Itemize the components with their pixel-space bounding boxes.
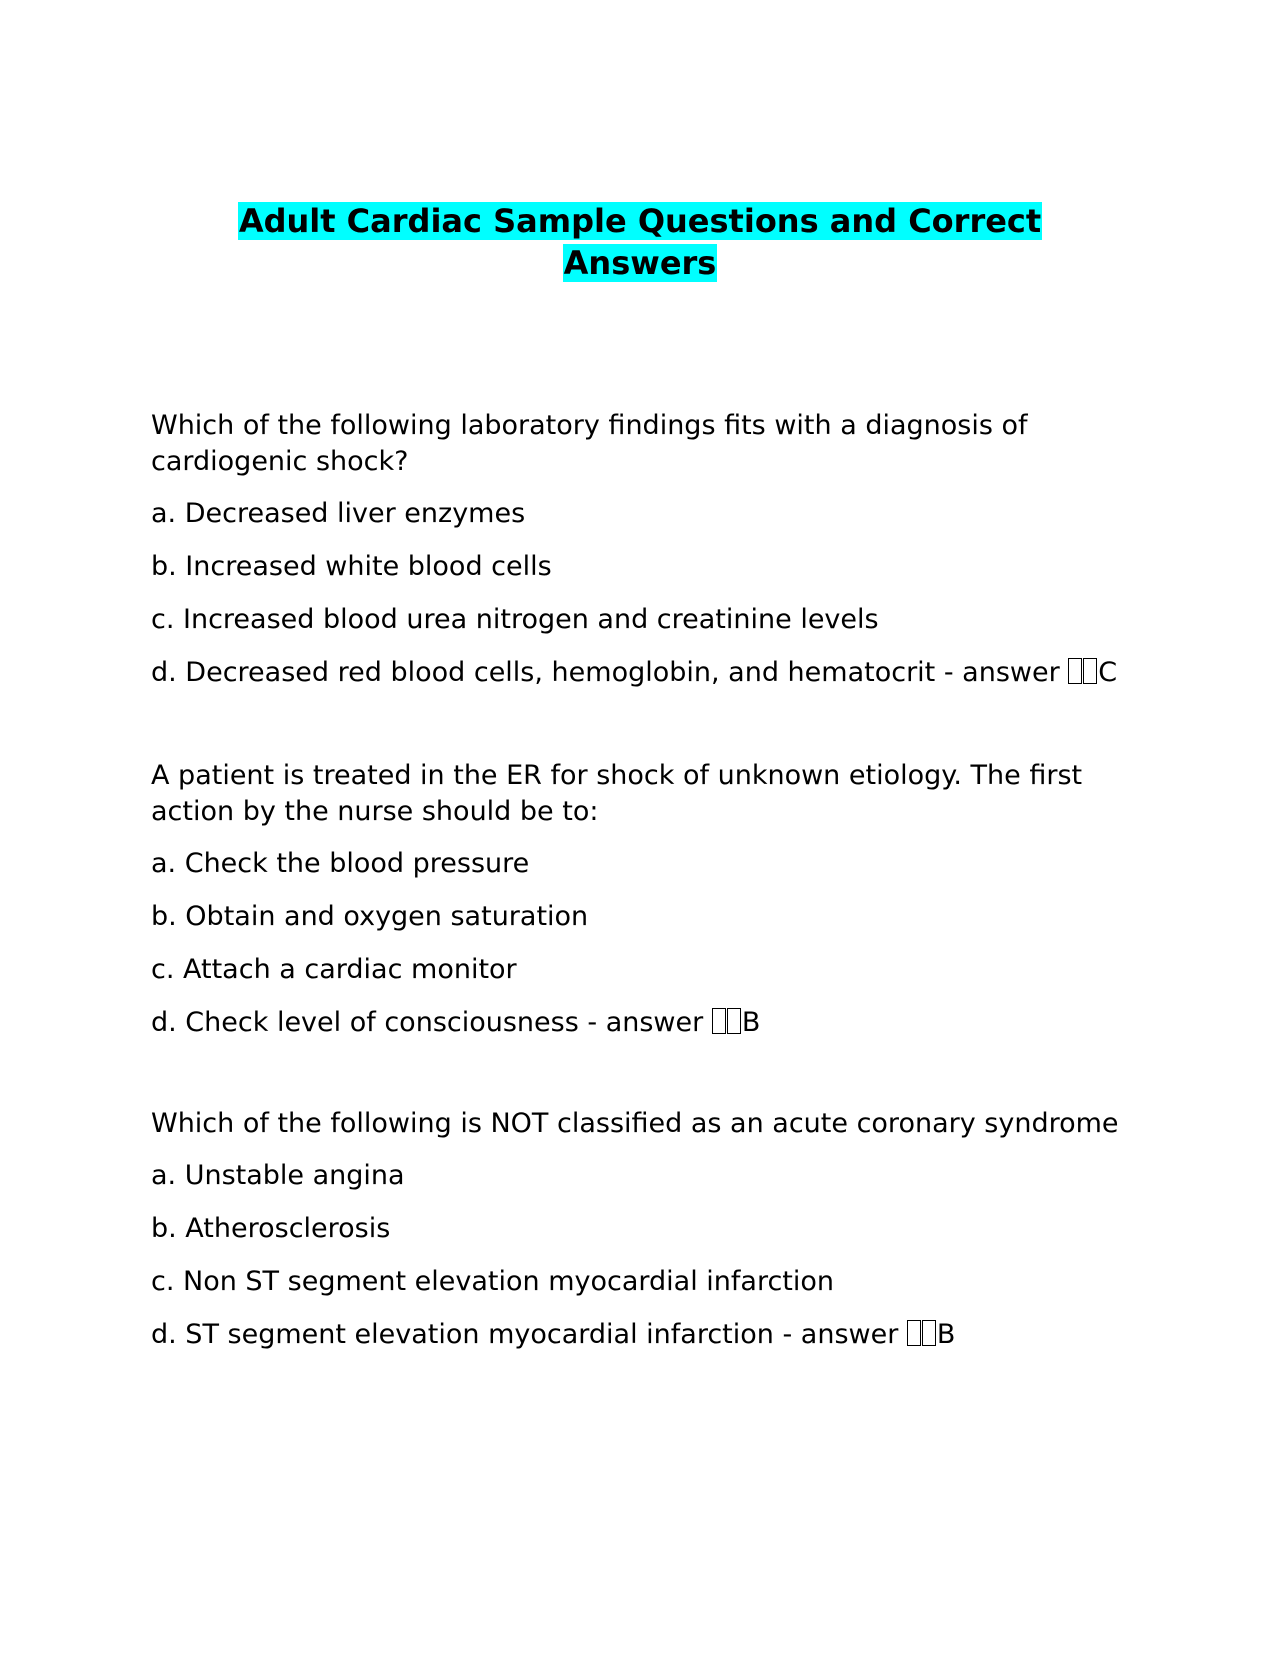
missing-glyph-icon [907, 1320, 921, 1346]
missing-glyph-icon [712, 1008, 726, 1034]
missing-glyph-icon [727, 1008, 741, 1034]
document-title [150, 200, 1130, 284]
title-line-2: Answers [563, 244, 717, 282]
option-c: c. Non ST segment elevation myocardial infarction [151, 1266, 835, 1297]
option-d-with-answer [151, 655, 1151, 691]
option-d: d. Check level of consciousness - answer [151, 1007, 704, 1038]
missing-glyph-icon [1068, 658, 1082, 684]
option-d: d. ST segment elevation myocardial infarction - answer [151, 1319, 899, 1350]
option-c: c. Increased blood urea nitrogen and creatinine levels [151, 604, 879, 635]
question-2 [151, 758, 1151, 1041]
option-d-with-answer [151, 1005, 1151, 1041]
option-d-with-answer [151, 1317, 1151, 1353]
option-d: d. Decreased red blood cells, hemoglobin, and hematocrit - answer [151, 657, 1060, 688]
question-3 [151, 1106, 1151, 1353]
answer-letter: B [741, 1007, 761, 1038]
title-line-1: Adult Cardiac Sample Questions and Correct [238, 202, 1042, 240]
questions-list [151, 408, 1151, 1370]
option-c: c. Attach a cardiac monitor [151, 954, 517, 985]
option-a: a. Decreased liver enzymes [151, 498, 526, 529]
option-a: a. Unstable angina [151, 1160, 405, 1191]
option-b: b. Obtain and oxygen saturation [151, 901, 589, 932]
question-stem: Which of the following is NOT classified as an acute coronary syndrome [151, 1108, 1119, 1139]
answer-letter: C [1098, 657, 1118, 688]
option-a: a. Check the blood pressure [151, 848, 530, 879]
missing-glyph-icon [1083, 658, 1097, 684]
question-stem: A patient is treated in the ER for shock of unknown etiology. The first action by the nurse should be to: [151, 760, 1083, 827]
question-1 [151, 408, 1151, 691]
question-stem: Which of the following laboratory findings fits with a diagnosis of cardiogenic shock? [151, 410, 1028, 477]
option-b: b. Atherosclerosis [151, 1213, 391, 1244]
option-b: b. Increased white blood cells [151, 551, 552, 582]
answer-letter: B [936, 1319, 956, 1350]
missing-glyph-icon [922, 1320, 936, 1346]
